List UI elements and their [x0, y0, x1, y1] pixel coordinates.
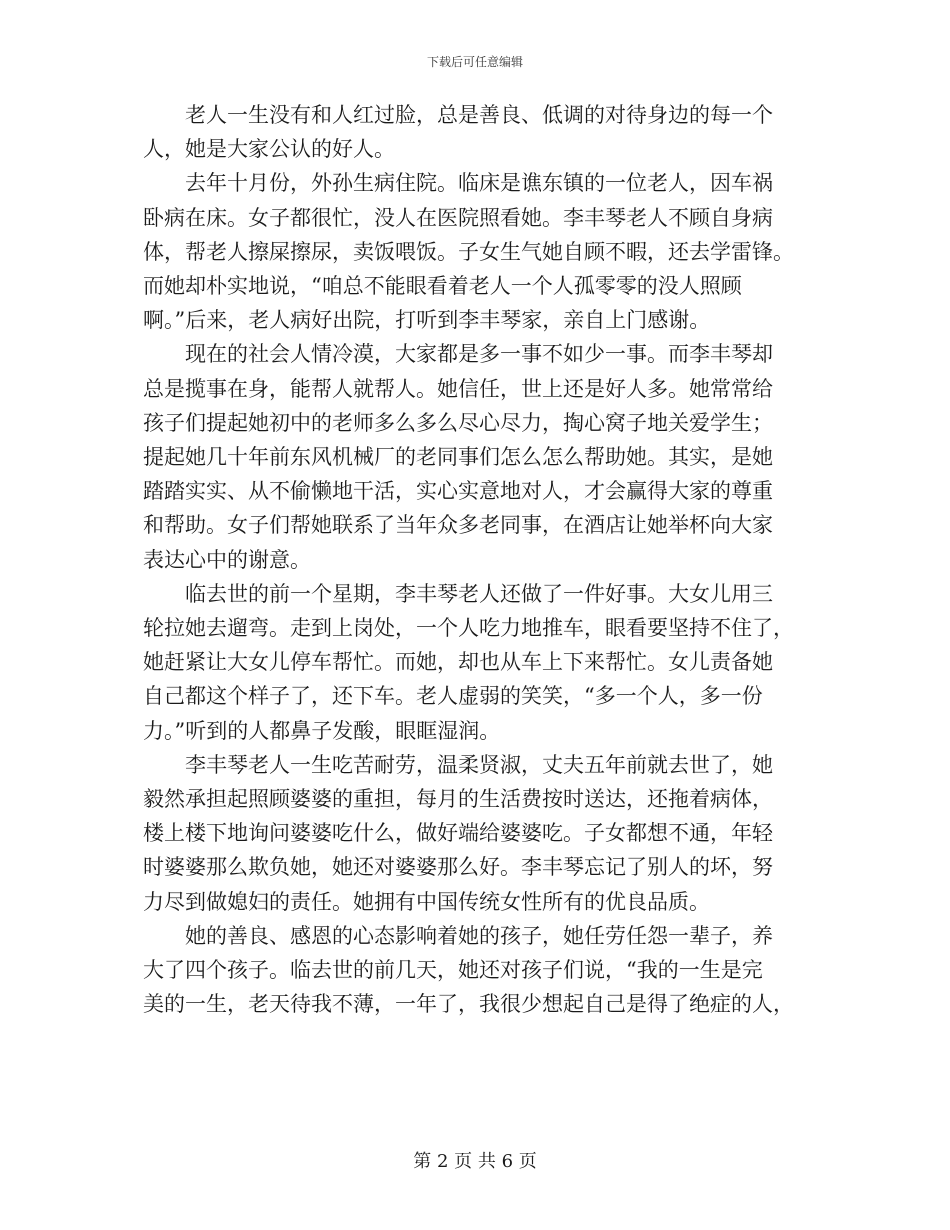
text-line: 她的善良、感恩的心态影响着她的孩子，她任劳任怨一辈子，养 [185, 923, 773, 948]
text-line: 临去世的前一个星期，李丰琴老人还做了一件好事。大女儿用三 [185, 581, 773, 606]
text-line: 啊。”后来，老人病好出院，打听到李丰琴家，亲自上门感谢。 [143, 308, 711, 333]
text-line: 楼上楼下地询问婆婆吃什么，做好端给婆婆吃。子女都想不通，年轻 [143, 821, 773, 846]
text-line: 和帮助。女子们帮她联系了当年众多老同事，在酒店让她举杯向大家 [143, 513, 773, 538]
text-line: 表达心中的谢意。 [143, 547, 311, 572]
text-line: 而她却朴实地说，“咱总不能眼看着老人一个人孤零零的没人照顾 [143, 274, 742, 299]
text-line: 李丰琴老人一生吃苦耐劳，温柔贤淑，丈夫五年前就去世了，她 [185, 752, 773, 777]
text-line: 时婆婆那么欺负她，她还对婆婆那么好。李丰琴忘记了别人的坏，努 [143, 855, 773, 880]
text-line: 去年十月份，外孙生病住院。临床是谯东镇的一位老人，因车祸 [185, 171, 773, 196]
text-line: 毅然承担起照顾婆婆的重担，每月的生活费按时送达，还拖着病体， [143, 787, 773, 812]
document-body [143, 98, 815, 1021]
text-line: 老人一生没有和人红过脸，总是善良、低调的对待身边的每一个 [185, 103, 773, 127]
text-line: 轮拉她去遛弯。走到上岗处，一个人吃力地推车，眼看要坚持不住了， [143, 616, 794, 641]
text-line: 人，她是大家公认的好人。 [143, 137, 395, 162]
text-line: 提起她几十年前东风机械厂的老同事们怎么怎么帮助她。其实，是她 [143, 445, 773, 470]
text-line: 总是揽事在身，能帮人就帮人。她信任，世上还是好人多。她常常给 [143, 376, 773, 401]
text-line: 她赶紧让大女儿停车帮忙。而她，却也从车上下来帮忙。女儿责备她 [143, 650, 773, 675]
text-line: 孩子们提起她初中的老师多么多么尽心尽力，掏心窝子地关爱学生； [143, 410, 773, 435]
page-number-footer: 第 2 页 共 6 页 [413, 1151, 537, 1172]
text-line: 踏踏实实、从不偷懒地干活，实心实意地对人，才会赢得大家的尊重 [143, 479, 773, 504]
text-line: 力。”听到的人都鼻子发酸，眼眶湿润。 [143, 718, 501, 743]
text-line: 自己都这个样子了，还下车。老人虚弱的笑笑，“多一个人，多一份 [143, 684, 763, 709]
text-line: 力尽到做媳妇的责任。她拥有中国传统女性所有的优良品质。 [143, 889, 710, 914]
text-line: 现在的社会人情冷漠，大家都是多一事不如少一事。而李丰琴却 [185, 342, 773, 367]
text-line: 美的一生，老天待我不薄，一年了，我很少想起自己是得了绝症的人， [143, 992, 794, 1017]
page-header: 下载后可任意编辑 [426, 55, 523, 69]
text-line: 卧病在床。女子都很忙，没人在医院照看她。李丰琴老人不顾自身病 [143, 205, 773, 230]
text-line: 体，帮老人擦屎擦尿，卖饭喂饭。子女生气她自顾不暇，还去学雷锋。 [143, 239, 794, 264]
text-line: 大了四个孩子。临去世的前几天，她还对孩子们说，“我的一生是完 [143, 958, 763, 983]
